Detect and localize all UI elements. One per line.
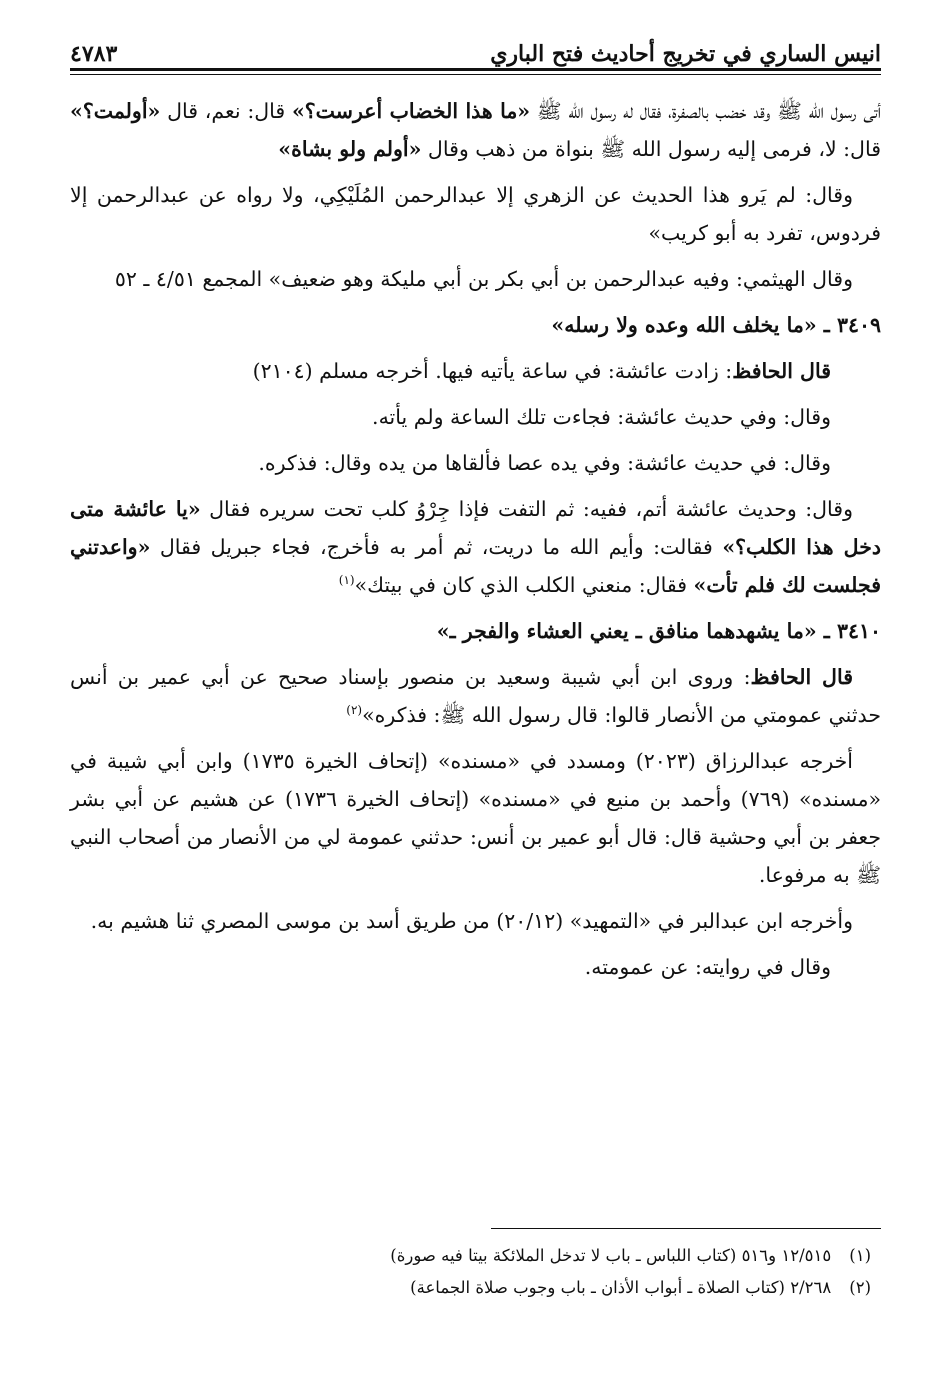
- footnote-text: ١٢/٥١٥ و٥١٦ (كتاب اللباس ـ باب لا تدخل الملائكة بيتا فيه صورة): [390, 1246, 832, 1265]
- footnote-ref-2[interactable]: (٢): [346, 703, 363, 718]
- p7-quote-2: «واعدتني فجلست لك فلم تأت»: [70, 535, 881, 597]
- paragraph-8: [70, 658, 881, 734]
- footnote-1: [70, 1240, 881, 1272]
- paragraph-4: [70, 352, 881, 390]
- hafiz-label: قال الحافظ: [750, 665, 854, 689]
- hadith-heading-3409: ٣٤٠٩ ـ «ما يخلف الله وعده ولا رسله»: [551, 313, 881, 337]
- p1-quote-1: «ما هذا الخضاب أعرست؟»: [291, 99, 531, 123]
- paragraph-10: وأخرجه ابن عبدالبر في «التمهيد» (٢٠/١٢) من طريق أسد بن موسى المصري ثنا هشيم به.: [90, 909, 853, 933]
- p1-quote-3: «أولم ولو بشاة»: [278, 137, 422, 161]
- paragraph-5: وقال: وفي حديث عائشة: فجاءت تلك الساعة ولم يأته.: [372, 405, 831, 429]
- p1-text-3: قال: لا، فرمى إليه رسول الله ﷺ بنواة من ذهب وقال: [421, 137, 881, 161]
- footnote-number: (١): [849, 1246, 871, 1265]
- paragraph-2: وقال: لم يَرو هذا الحديث عن الزهري إلا عبدالرحمن المُلَيْكِي، ولا رواه عن عبدالرحمن إلا فردوس، تفرد به أبو كريب»: [70, 183, 881, 245]
- page-number: ٤٧٨٣: [70, 41, 118, 67]
- header-rule: [70, 68, 881, 75]
- p1-text-1: أتى رسول الله ﷺ وقد خضب بالصفرة، فقال له رسول الله ﷺ: [530, 99, 881, 123]
- paragraph-9: أخرجه عبدالرزاق (٢٠٢٣) ومسدد في «مسنده» (إتحاف الخيرة ١٧٣٥) وابن أبي شيبة في «مسنده» (٧٦٩) وأحمد بن منيع في «مسنده» (إتحاف الخيرة ١٧٣٦) عن هشيم عن أبي بشر جعفر بن أبي وحشية قال: قال أبو عمير بن أنس: حدثني عمومة لي من الأنصار من أصحاب النبي ﷺ به مرفوعا.: [70, 749, 881, 887]
- paragraph-3: وقال الهيثمي: وفيه عبدالرحمن بن أبي بكر بن أبي مليكة وهو ضعيف» المجمع ٤/٥١ ـ ٥٢: [114, 267, 853, 291]
- p7-text-1: وقال: وحديث عائشة أتم، ففيه: ثم التفت فإذا جِرْوُ كلب تحت سريره فقال: [200, 497, 853, 521]
- footnote-ref-1[interactable]: (١): [338, 573, 355, 588]
- p7-text-3: فقال: منعني الكلب الذي كان في بيتك»: [354, 573, 694, 597]
- p4-text: : زادت عائشة: في ساعة يأتيه فيها. أخرجه مسلم (٢١٠٤): [252, 359, 733, 383]
- paragraph-11: وقال في روايته: عن عمومته.: [584, 955, 831, 979]
- p1-text-2: قال: نعم، قال: [160, 99, 292, 123]
- paragraph-7: [70, 490, 881, 604]
- p7-quote-1: «يا عائشة متى دخل هذا الكلب؟»: [70, 497, 881, 559]
- p1-quote-2: «أولمت؟»: [70, 99, 161, 123]
- paragraph-6: وقال: في حديث عائشة: وفي يده عصا فألقاها من يده وقال: فذكره.: [258, 451, 831, 475]
- footnote-rule: [491, 1228, 881, 1229]
- hafiz-label: قال الحافظ: [732, 359, 831, 383]
- footnote-number: (٢): [849, 1278, 871, 1297]
- hadith-heading-3410: ٣٤١٠ ـ «ما يشهدهما منافق ـ يعني العشاء والفجر ـ»: [436, 619, 881, 643]
- paragraph-1: [70, 92, 881, 168]
- footnotes: [70, 1240, 881, 1304]
- footnote-text: ٢/٢٦٨ (كتاب الصلاة ـ أبواب الأذان ـ باب وجوب صلاة الجماعة): [410, 1278, 832, 1297]
- p7-text-2: فقالت: وأيم الله ما دريت، ثم أمر به فأخرج، فجاء جبريل فقال: [150, 535, 723, 559]
- footnote-2: [70, 1272, 881, 1304]
- book-title: انيس الساري في تخريج أحاديث فتح الباري: [490, 41, 881, 67]
- main-text: [70, 92, 881, 994]
- p8-text: : وروى ابن أبي شيبة وسعيد بن منصور بإسناد صحيح عن أبي عمير بن أنس حدثني عمومتي من الأنصار قالوا: قال رسول الله ﷺ: فذكره»: [70, 665, 881, 727]
